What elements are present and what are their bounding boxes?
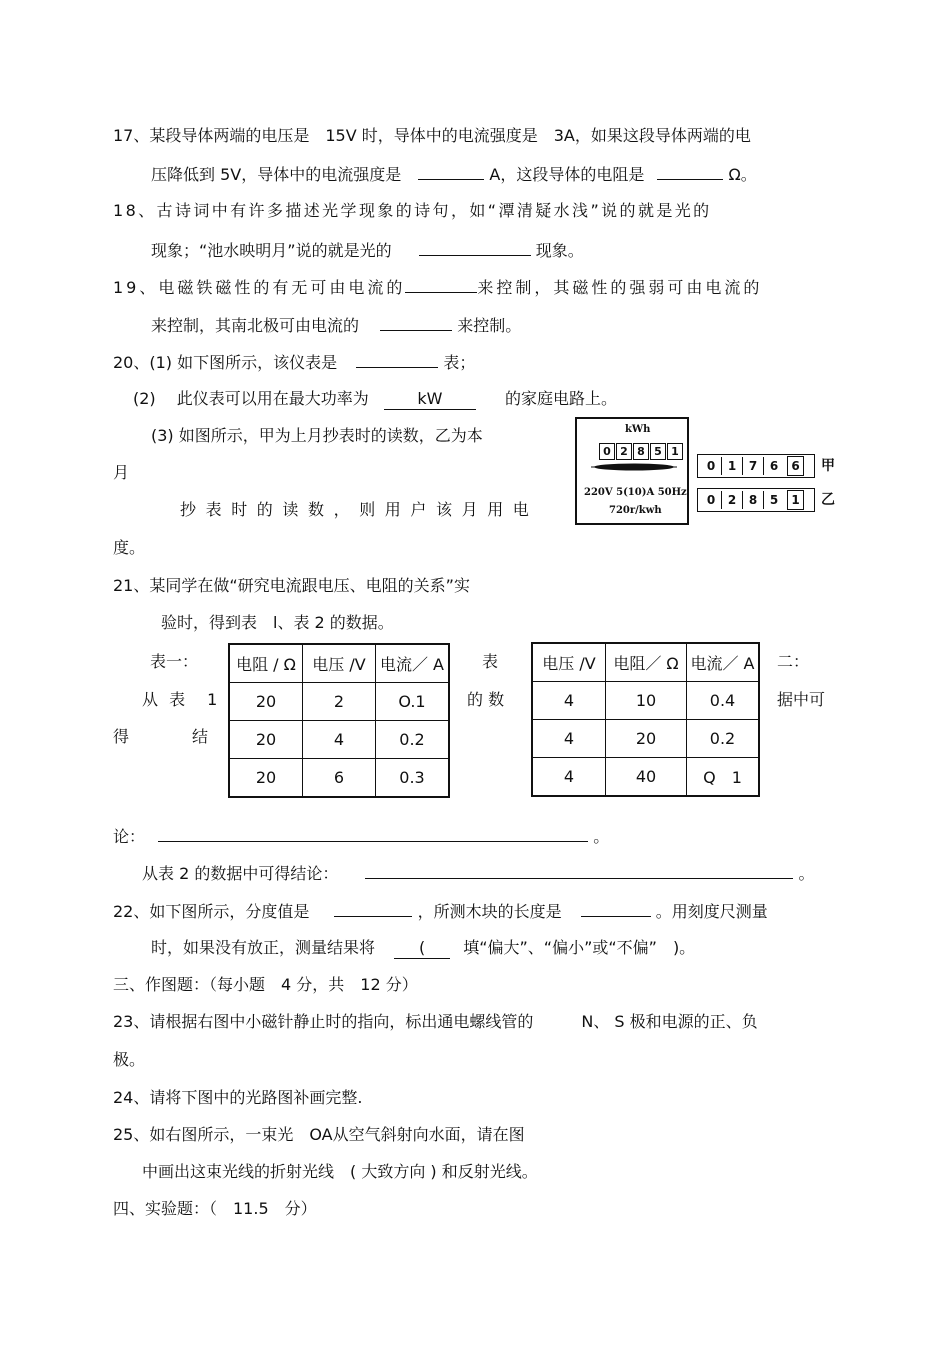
q18-text-b: 现象。 (535, 241, 584, 260)
q22-paren: ( (418, 938, 426, 957)
q22-blank-division[interactable] (334, 900, 412, 917)
table-cell: 6 (303, 759, 376, 798)
q19-blank-1[interactable] (405, 276, 477, 293)
meter-digit: 5 (650, 443, 666, 460)
q22-blank-length[interactable] (581, 900, 651, 917)
table-cell: 20 (229, 683, 303, 721)
table-row (229, 721, 449, 759)
reading-digit: 1 (722, 457, 743, 475)
table-row (229, 683, 449, 721)
q21-concl1-label: 论： (113, 827, 146, 846)
q20-part3-line2: 月 (113, 463, 130, 482)
q21-conclusion-2 (142, 862, 815, 884)
table-cell: 40 (606, 758, 687, 797)
table-row (532, 682, 759, 720)
q21-mid-text1: 表 (482, 652, 499, 671)
q23-line2: 极。 (113, 1050, 146, 1069)
q20-part2 (133, 389, 617, 410)
table-header-row (229, 644, 449, 683)
reading-yi-label: 乙 (821, 492, 835, 508)
q25-line1: 25、如右图所示，一束光 OA从空气斜射向水面，请在图 (113, 1125, 525, 1144)
q20-text-c: (2) 此仪表可以用在最大功率为 (133, 389, 369, 408)
q22-text-d: 时，如果没有放正，测量结果将 (151, 938, 376, 957)
section-4-title: 四、实验题：（ 11.5 分） (113, 1199, 317, 1218)
q25-line2: 中画出这束光线的折射光线 ( 大致方向 ) 和反射光线。 (142, 1162, 538, 1181)
meter-spec: 220V 5(10)A 50Hz (584, 487, 687, 498)
reading-digit: 8 (743, 491, 764, 509)
q21-period-1: 。 (593, 827, 610, 846)
q20-part3-line4: 度。 (113, 538, 146, 557)
q21-line1: 21、某同学在做“研究电流跟电压、电阻的关系”实 (113, 576, 470, 595)
table-row (532, 758, 759, 797)
q21-right-text2: 据中可 (777, 690, 826, 709)
table-cell: 2 (303, 683, 376, 721)
q22-blank-result[interactable] (394, 938, 450, 959)
table-cell: 0.2 (376, 721, 450, 759)
meter-digit: 2 (616, 443, 632, 460)
table-header: 电压 /V (532, 643, 606, 682)
table-cell: 0.3 (376, 759, 450, 798)
table-header: 电阻／ Ω (606, 643, 687, 682)
q21-table1-caption: 表一： (150, 652, 199, 671)
q22-line2 (151, 938, 695, 959)
q19-text-a: 19、电磁铁磁性的有无可由电流的 (113, 278, 406, 297)
q21-mid-text2: 的 数 (467, 690, 505, 709)
table-cell: 20 (606, 720, 687, 758)
table-cell: 10 (606, 682, 687, 720)
q20-blank-meter[interactable] (356, 351, 438, 368)
q21-left-text3a: 得 (113, 727, 130, 746)
q20-text-a: 20、(1) 如下图所示，该仪表是 (113, 353, 338, 372)
meter-digits (599, 440, 684, 460)
table-row (229, 759, 449, 798)
table-cell: Q 1 (687, 758, 760, 797)
q17-text-b: A，这段导体的电阻是 (489, 165, 645, 184)
q24-line: 24、请将下图中的光路图补画完整. (113, 1088, 363, 1107)
q17-text-c: Ω。 (728, 165, 757, 184)
q21-table2-caption: 二： (777, 652, 810, 671)
q22-text-b: ，所测木块的长度是 (417, 902, 562, 921)
q20-part3-line1: (3) 如图所示，甲为上月抄表时的读数，乙为本 (151, 426, 483, 445)
table-header: 电流／ A (687, 643, 760, 682)
q22-text-c: 。用刻度尺测量 (655, 902, 768, 921)
table-cell: 20 (229, 721, 303, 759)
reading-digit: 7 (743, 457, 764, 475)
q21-blank-conclusion-1[interactable] (158, 825, 588, 842)
q18-line1: 18、古诗词中有许多描述光学现象的诗句，如“潭清疑水浅”说的就是光的 (113, 201, 712, 220)
data-table-1 (228, 643, 450, 798)
q21-period-2: 。 (798, 864, 815, 883)
table-header: 电阻 / Ω (229, 644, 303, 683)
q23-line1: 23、请根据右图中小磁针静止时的指向，标出通电螺线管的 N、 S 极和电源的正、负 (113, 1012, 758, 1031)
q17-blank-resistance[interactable] (657, 163, 723, 180)
q17-blank-current[interactable] (418, 163, 484, 180)
q21-left-text2: 从 表 1 (142, 690, 221, 709)
q18-blank[interactable] (419, 239, 531, 256)
reading-yi (697, 488, 815, 512)
q20-text-b: 表； (443, 353, 476, 372)
data-table-2 (531, 642, 760, 797)
meter-unit: kWh (625, 424, 651, 435)
q22-line1 (113, 900, 768, 922)
q20-part3-line3: 抄表时的读数，则用户该月用电 (180, 500, 539, 519)
meter-digit: 0 (599, 443, 615, 460)
table-cell: 4 (532, 720, 606, 758)
q19-blank-2[interactable] (380, 314, 452, 331)
table-cell: 20 (229, 759, 303, 798)
table-cell: 4 (532, 758, 606, 797)
q21-left-text3b: 结 (192, 727, 209, 746)
q22-text-a: 22、如下图所示，分度值是 (113, 902, 310, 921)
table-header: 电流／ A (376, 644, 450, 683)
table-header: 电压 /V (303, 644, 376, 683)
table-cell: 4 (532, 682, 606, 720)
meter-rev: 720r/kwh (609, 505, 662, 516)
reading-digit: 2 (722, 491, 743, 509)
reading-digit-last: 6 (787, 456, 804, 476)
q17-line1: 17、某段导体两端的电压是 15V 时，导体中的电流强度是 3A，如果这段导体两端的电 (113, 126, 751, 145)
q17-text-a: 压降低到 5V，导体中的电流强度是 (151, 165, 402, 184)
table-cell: 0.4 (687, 682, 760, 720)
q21-blank-conclusion-2[interactable] (365, 862, 793, 879)
q19-text-c: 来控制，其南北极可由电流的 (151, 316, 360, 335)
table-cell: 0.2 (687, 720, 760, 758)
q20-text-d: 的家庭电路上。 (504, 389, 617, 408)
q18-text-a: 现象；“池水映明月”说的就是光的 (151, 241, 392, 260)
reading-digit-last: 1 (787, 490, 804, 510)
table-header-row (532, 643, 759, 682)
q19-line2 (151, 314, 521, 336)
q21-conclusion-1 (113, 825, 609, 847)
reading-jia (697, 454, 815, 478)
q21-line2: 验时，得到表 l、表 2 的数据。 (161, 613, 394, 632)
table-cell: O.1 (376, 683, 450, 721)
q17-line2 (151, 163, 757, 185)
q20-unit-kw: kW (417, 389, 443, 408)
q19-text-b: 来控制，其磁性的强弱可由电流的 (477, 278, 763, 297)
reading-jia-label: 甲 (821, 458, 835, 474)
meter-digit: 8 (633, 443, 649, 460)
q19-text-d: 来控制。 (457, 316, 522, 335)
section-3-title: 三、作图题：（每小题 4 分，共 12 分） (113, 975, 418, 994)
q19-line1 (113, 276, 762, 298)
q18-line2 (151, 239, 584, 261)
q20-part1 (113, 351, 475, 373)
reading-digit: 5 (769, 493, 779, 507)
meter-digit: 1 (667, 443, 683, 460)
q22-text-e: 填“偏大”、“偏小”或“不偏” )。 (463, 938, 696, 957)
table-cell: 4 (303, 721, 376, 759)
table-row (532, 720, 759, 758)
meter-disc-icon (591, 459, 677, 475)
reading-digit: 0 (701, 491, 722, 509)
q21-concl2-label: 从表 2 的数据中可得结论： (142, 864, 339, 883)
reading-digit: 0 (701, 457, 722, 475)
reading-digit: 6 (769, 459, 779, 473)
q20-blank-power[interactable] (384, 389, 476, 410)
energy-meter-figure (575, 417, 689, 525)
